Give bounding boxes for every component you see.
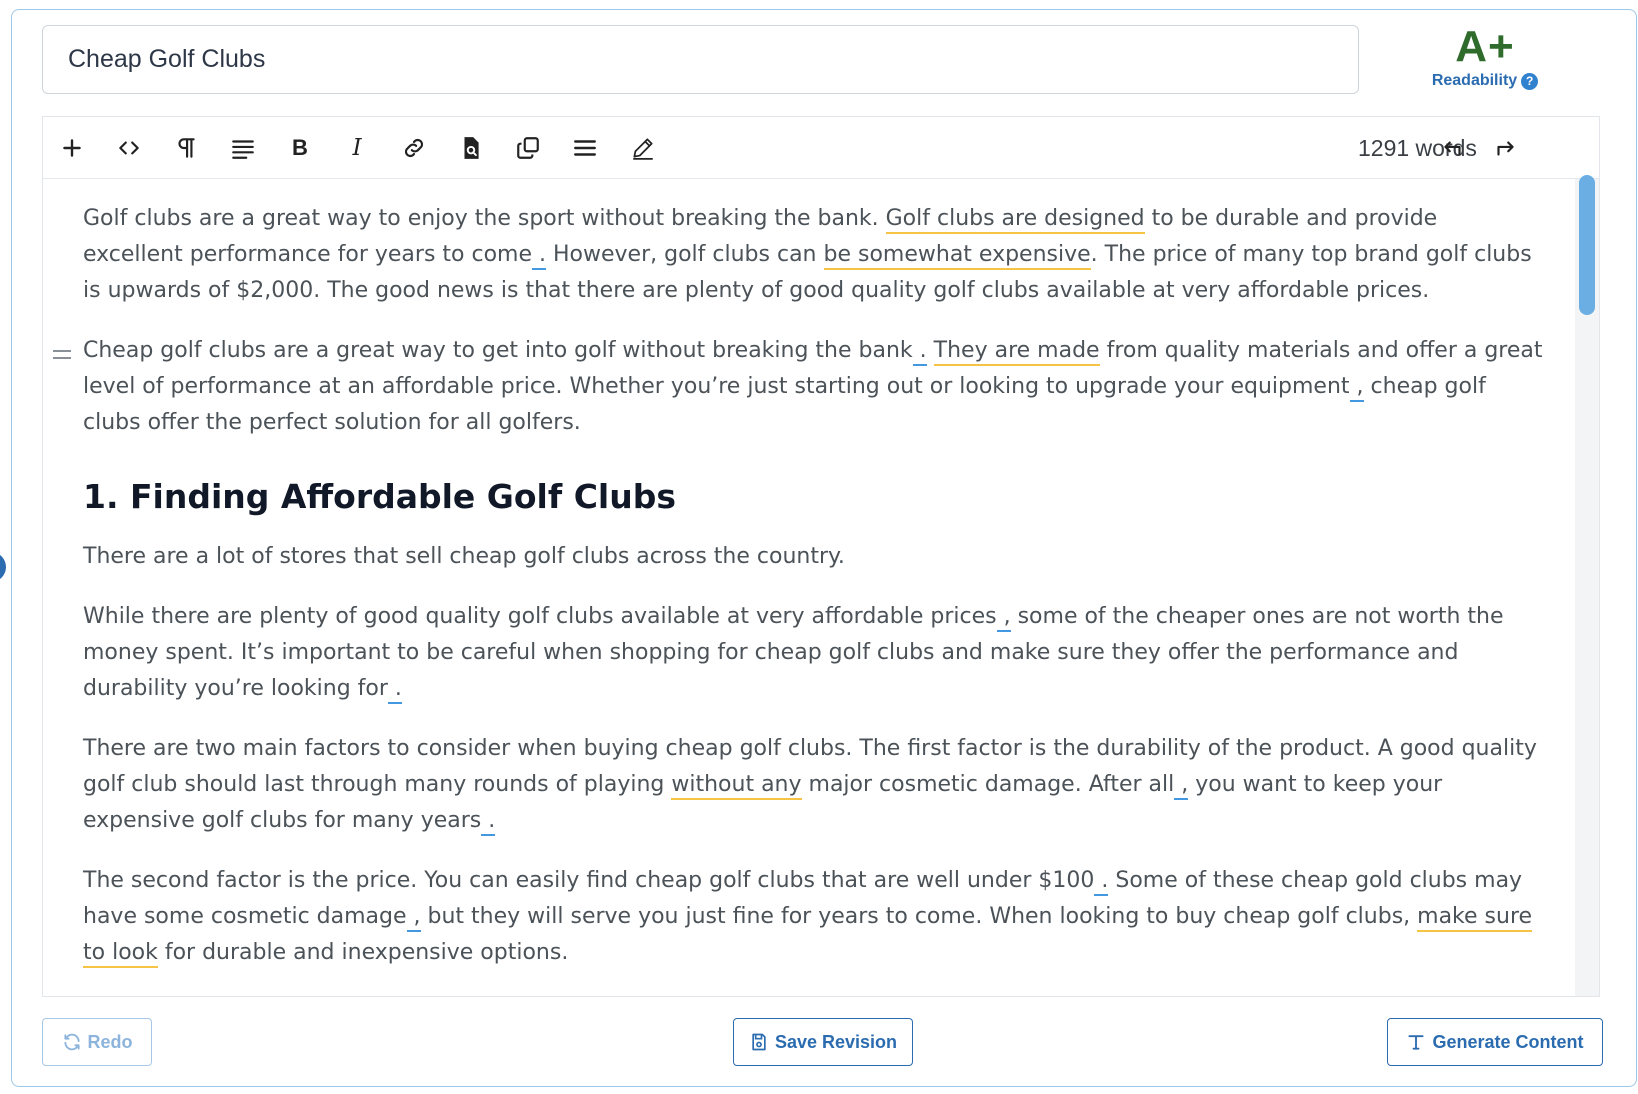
paragraph[interactable]: The second factor is the price. You can easily find cheap golf clubs that are well under $100 . Some of these cheap gold clubs may have some cosmetic damage , but they will serve you just fine for years to come. When looking to buy cheap golf clubs, make sure to look for durable and inexpensive options. [83, 863, 1543, 971]
grammar-suggestion[interactable]: , [997, 604, 1011, 632]
link-icon[interactable] [397, 131, 431, 165]
scrollbar-thumb[interactable] [1579, 175, 1595, 315]
grammar-suggestion[interactable]: , [1174, 772, 1188, 800]
paragraph[interactable]: There are two main factors to consider when buying cheap golf clubs. The first factor is the durability of the product. A good quality golf club should last through many rounds of playing without any major cosmetic damage. After all , you want to keep your expensive golf clubs for many years . [83, 731, 1543, 839]
list-icon[interactable] [568, 131, 602, 165]
readability-grade: A+ [1455, 22, 1515, 71]
drag-handle-icon[interactable] [53, 350, 71, 364]
pencil-icon[interactable] [626, 131, 660, 165]
document-search-icon[interactable] [454, 131, 488, 165]
redo-label: Redo [87, 1031, 133, 1052]
style-suggestion[interactable]: Golf clubs are designed [886, 206, 1145, 234]
paragraph[interactable]: Golf clubs are a great way to enjoy the sport without breaking the bank. Golf clubs are designed to be durable and provide excellent performance for years to come . However, golf clubs can be somewhat expensive. The price of many top brand golf clubs is upwards of $2,000. The good news is that there are plenty of good quality golf clubs available at very affordable prices. [83, 206, 1532, 303]
add-icon[interactable] [55, 131, 89, 165]
generate-content-button[interactable] [1387, 1018, 1603, 1066]
generate-content-label: Generate Content [1432, 1031, 1584, 1052]
italic-icon[interactable]: I [352, 135, 362, 161]
grammar-suggestion[interactable]: . [388, 676, 402, 704]
side-panel-toggle[interactable] [0, 552, 6, 582]
code-icon[interactable] [112, 131, 146, 165]
help-icon[interactable]: ? [1521, 73, 1538, 90]
copy-icon[interactable] [511, 131, 545, 165]
document-body[interactable] [83, 201, 1543, 995]
editor-content[interactable] [43, 179, 1599, 996]
bold-icon[interactable]: B [292, 135, 308, 160]
readability-score [1400, 24, 1570, 90]
grammar-suggestion[interactable]: . [481, 808, 495, 836]
paragraph[interactable]: Cheap golf clubs are a great way to get into golf without breaking the bank . They are made from quality materials and offer a great level of performance at an affordable price. Whether you’re just starting out or looking to upgrade your equipment , cheap golf clubs offer the perfect solution for all golfers. [83, 338, 1543, 435]
readability-label: Readability [1431, 72, 1518, 89]
redo-button[interactable] [42, 1018, 152, 1066]
grammar-suggestion[interactable]: . [913, 338, 927, 366]
align-icon[interactable] [226, 131, 260, 165]
title-text: Cheap Golf Clubs [68, 45, 266, 73]
grammar-suggestion[interactable]: . [532, 242, 546, 270]
section-heading[interactable]: 1. Finding Affordable Golf Clubs [83, 477, 676, 516]
refresh-icon [62, 1032, 82, 1052]
title-input[interactable] [42, 25, 1359, 94]
rich-text-editor [42, 116, 1600, 997]
editor-toolbar [43, 117, 1599, 179]
style-suggestion[interactable]: They are made [934, 338, 1100, 366]
style-suggestion[interactable]: make sure to look [83, 904, 1532, 968]
paragraph[interactable]: There are a lot of stores that sell cheap golf clubs across the country. [83, 544, 845, 569]
grammar-suggestion[interactable]: , [1350, 374, 1364, 402]
word-count: 1291 words [1358, 135, 1477, 161]
paragraph-icon[interactable] [169, 131, 203, 165]
grammar-suggestion[interactable]: , [407, 904, 421, 932]
save-icon [749, 1032, 769, 1052]
text-icon [1406, 1032, 1426, 1052]
redo-icon[interactable] [1488, 131, 1522, 165]
save-revision-button[interactable] [733, 1018, 913, 1066]
style-suggestion[interactable]: without any [671, 772, 801, 800]
undo-icon[interactable] [1436, 131, 1470, 165]
style-suggestion[interactable]: be somewhat expensive [824, 242, 1091, 270]
paragraph[interactable]: While there are plenty of good quality golf clubs available at very affordable prices , some of the cheaper ones are not worth the money spent. It’s important to be careful when shopping for cheap golf clubs and make sure they offer the performance and durability you’re looking for . [83, 599, 1543, 707]
save-revision-label: Save Revision [774, 1031, 898, 1052]
grammar-suggestion[interactable]: . [1094, 868, 1108, 896]
